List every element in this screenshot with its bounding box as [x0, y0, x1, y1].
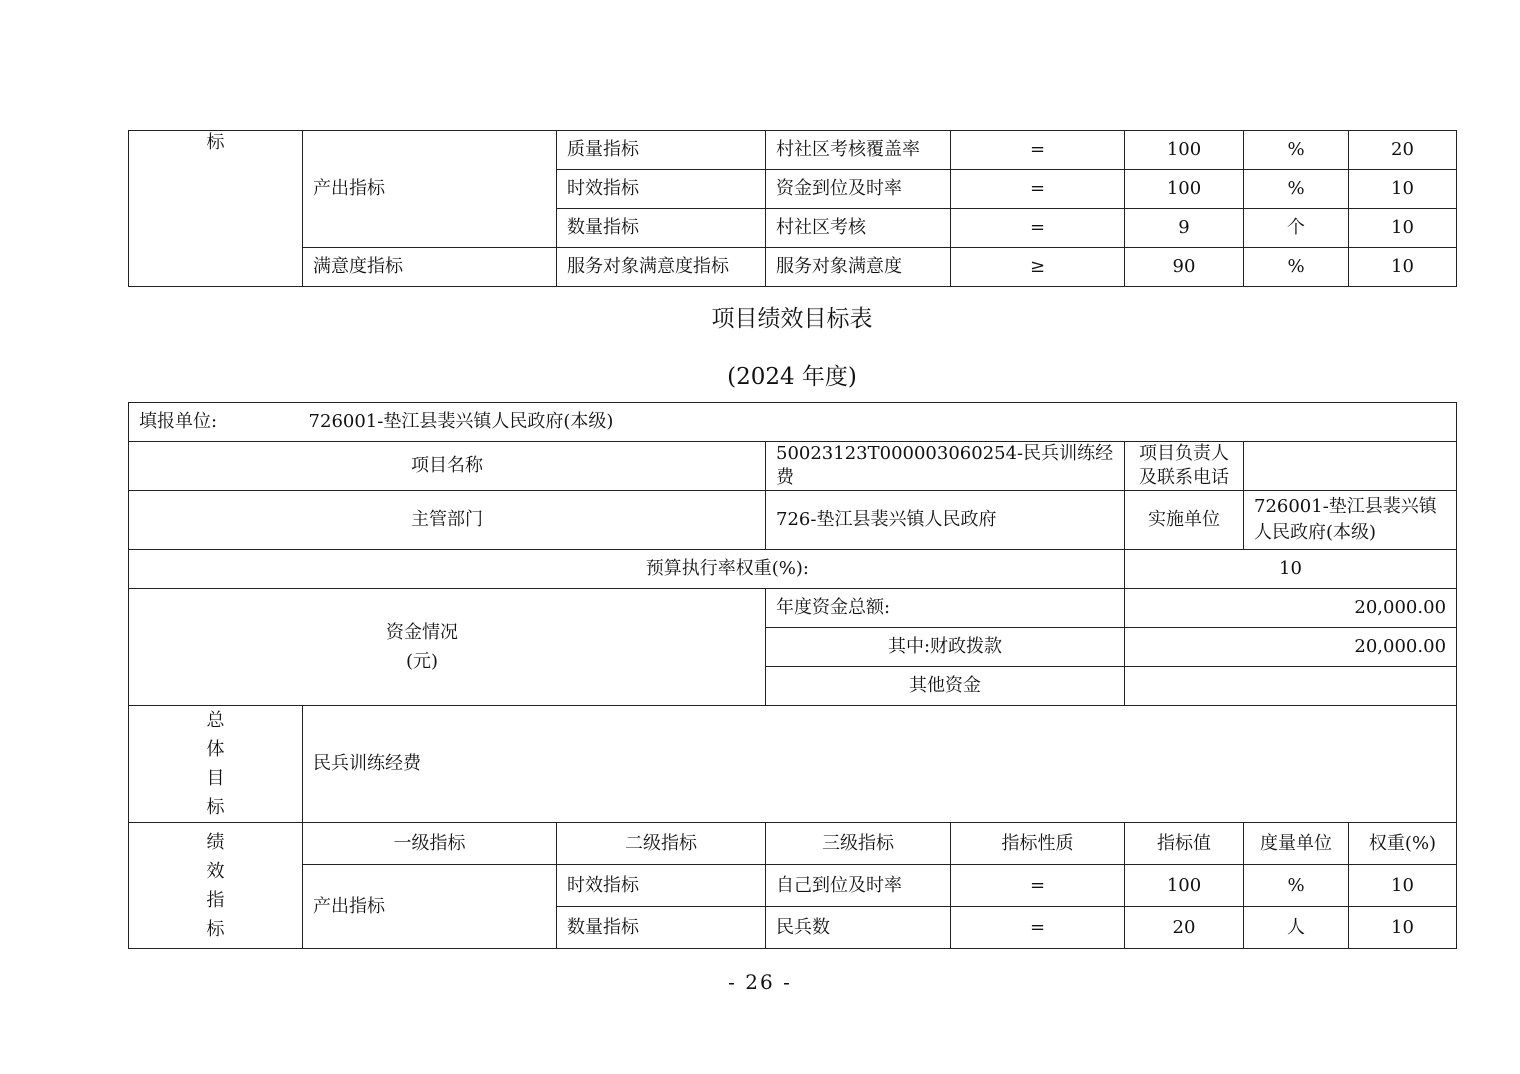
fiscal-label: 其中:财政拨款 [766, 628, 1125, 667]
level2-cell: 质量指标 [557, 131, 766, 170]
page-title: 项目绩效目标表 [711, 306, 873, 332]
unit-cell: % [1244, 131, 1349, 170]
indicator-weight: 10 [1349, 907, 1457, 949]
nature-cell: ≥ [951, 248, 1125, 287]
level3-cell: 资金到位及时率 [766, 170, 951, 209]
funds-label [129, 589, 766, 706]
header-unit: 度量单位 [1244, 823, 1349, 865]
perf-label-char: 效 [206, 860, 225, 882]
value-cell: 9 [1125, 209, 1244, 248]
level3-cell: 村社区考核覆盖率 [766, 131, 951, 170]
perf-label-char: 标 [206, 918, 225, 940]
impl-value-line2: 人民政府(本级) [1254, 522, 1377, 543]
perf-label-char: 绩 [206, 831, 225, 853]
nature-cell: = [951, 209, 1125, 248]
dept-value: 726-垫江县裴兴镇人民政府 [766, 491, 1125, 550]
page-number: - 26 - [728, 970, 792, 994]
indicator-value: 20 [1125, 907, 1244, 949]
impl-value [1244, 491, 1457, 550]
level3-cell: 服务对象满意度 [766, 248, 951, 287]
annual-total-value: 20,000.00 [1125, 589, 1457, 628]
indicator-value: 100 [1125, 865, 1244, 907]
reporting-unit-row [129, 403, 1457, 442]
indicator-level3: 自己到位及时率 [766, 865, 951, 907]
header-level2: 二级指标 [557, 823, 766, 865]
budget-rate-label: 预算执行率权重(%): [129, 550, 1125, 589]
indicator-level2: 时效指标 [557, 865, 766, 907]
reporting-unit-label: 填报单位: [139, 411, 218, 432]
indicator-nature: = [951, 865, 1125, 907]
unit-cell: 个 [1244, 209, 1349, 248]
indicator-level2: 数量指标 [557, 907, 766, 949]
header-value: 指标值 [1125, 823, 1244, 865]
dept-label: 主管部门 [129, 491, 766, 550]
header-nature: 指标性质 [951, 823, 1125, 865]
indicator-level3: 民兵数 [766, 907, 951, 949]
level2-cell: 时效指标 [557, 170, 766, 209]
funds-label-line1: 资金情况 [386, 622, 458, 643]
fiscal-value: 20,000.00 [1125, 628, 1457, 667]
impl-value-line1: 726001-垫江县裴兴镇 [1254, 496, 1437, 517]
weight-cell: 10 [1349, 209, 1457, 248]
project-name-value: 50023123T000003060254-民兵训练经费 [766, 442, 1125, 491]
annual-total-label: 年度资金总额: [766, 589, 1125, 628]
budget-rate-value: 10 [1125, 550, 1457, 589]
indicator-unit: 人 [1244, 907, 1349, 949]
unit-cell: % [1244, 248, 1349, 287]
project-performance-table [128, 402, 1457, 949]
value-cell: 90 [1125, 248, 1244, 287]
goal-value: 民兵训练经费 [303, 706, 1457, 823]
indicator-nature: = [951, 907, 1125, 949]
weight-cell: 20 [1349, 131, 1457, 170]
perf-label [129, 823, 303, 949]
indicator-weight: 10 [1349, 865, 1457, 907]
goal-label-char: 体 [206, 739, 225, 760]
level3-cell: 村社区考核 [766, 209, 951, 248]
leader-value [1244, 442, 1457, 491]
funds-label-line2: (元) [405, 651, 439, 672]
value-cell: 100 [1125, 170, 1244, 209]
goal-label-char: 总 [206, 710, 225, 731]
nature-cell: = [951, 131, 1125, 170]
leader-label: 项目负责人及联系电话 [1125, 442, 1244, 491]
goal-label-char: 标 [206, 797, 225, 818]
other-funds-value [1125, 667, 1457, 706]
project-name-label: 项目名称 [129, 442, 766, 491]
section-label: 标 [129, 131, 303, 287]
level2-cell: 服务对象满意度指标 [557, 248, 766, 287]
perf-label-char: 指 [206, 889, 225, 911]
indicator-unit: % [1244, 865, 1349, 907]
other-funds-label: 其他资金 [766, 667, 1125, 706]
reporting-unit-value: 726001-垫江县裴兴镇人民政府(本级) [308, 411, 614, 432]
level2-cell: 数量指标 [557, 209, 766, 248]
goal-label-char: 目 [206, 768, 225, 789]
header-level3: 三级指标 [766, 823, 951, 865]
page-subtitle: (2024 年度) [727, 364, 857, 390]
header-weight: 权重(%) [1349, 823, 1457, 865]
level1-cell: 满意度指标 [303, 248, 557, 287]
level1-cell: 产出指标 [303, 131, 557, 248]
weight-cell: 10 [1349, 248, 1457, 287]
nature-cell: = [951, 170, 1125, 209]
unit-cell: % [1244, 170, 1349, 209]
header-level1: 一级指标 [303, 823, 557, 865]
goal-label [129, 706, 303, 823]
value-cell: 100 [1125, 131, 1244, 170]
indicator-level1: 产出指标 [303, 865, 557, 949]
impl-label: 实施单位 [1125, 491, 1244, 550]
top-indicator-table [128, 130, 1457, 287]
weight-cell: 10 [1349, 170, 1457, 209]
